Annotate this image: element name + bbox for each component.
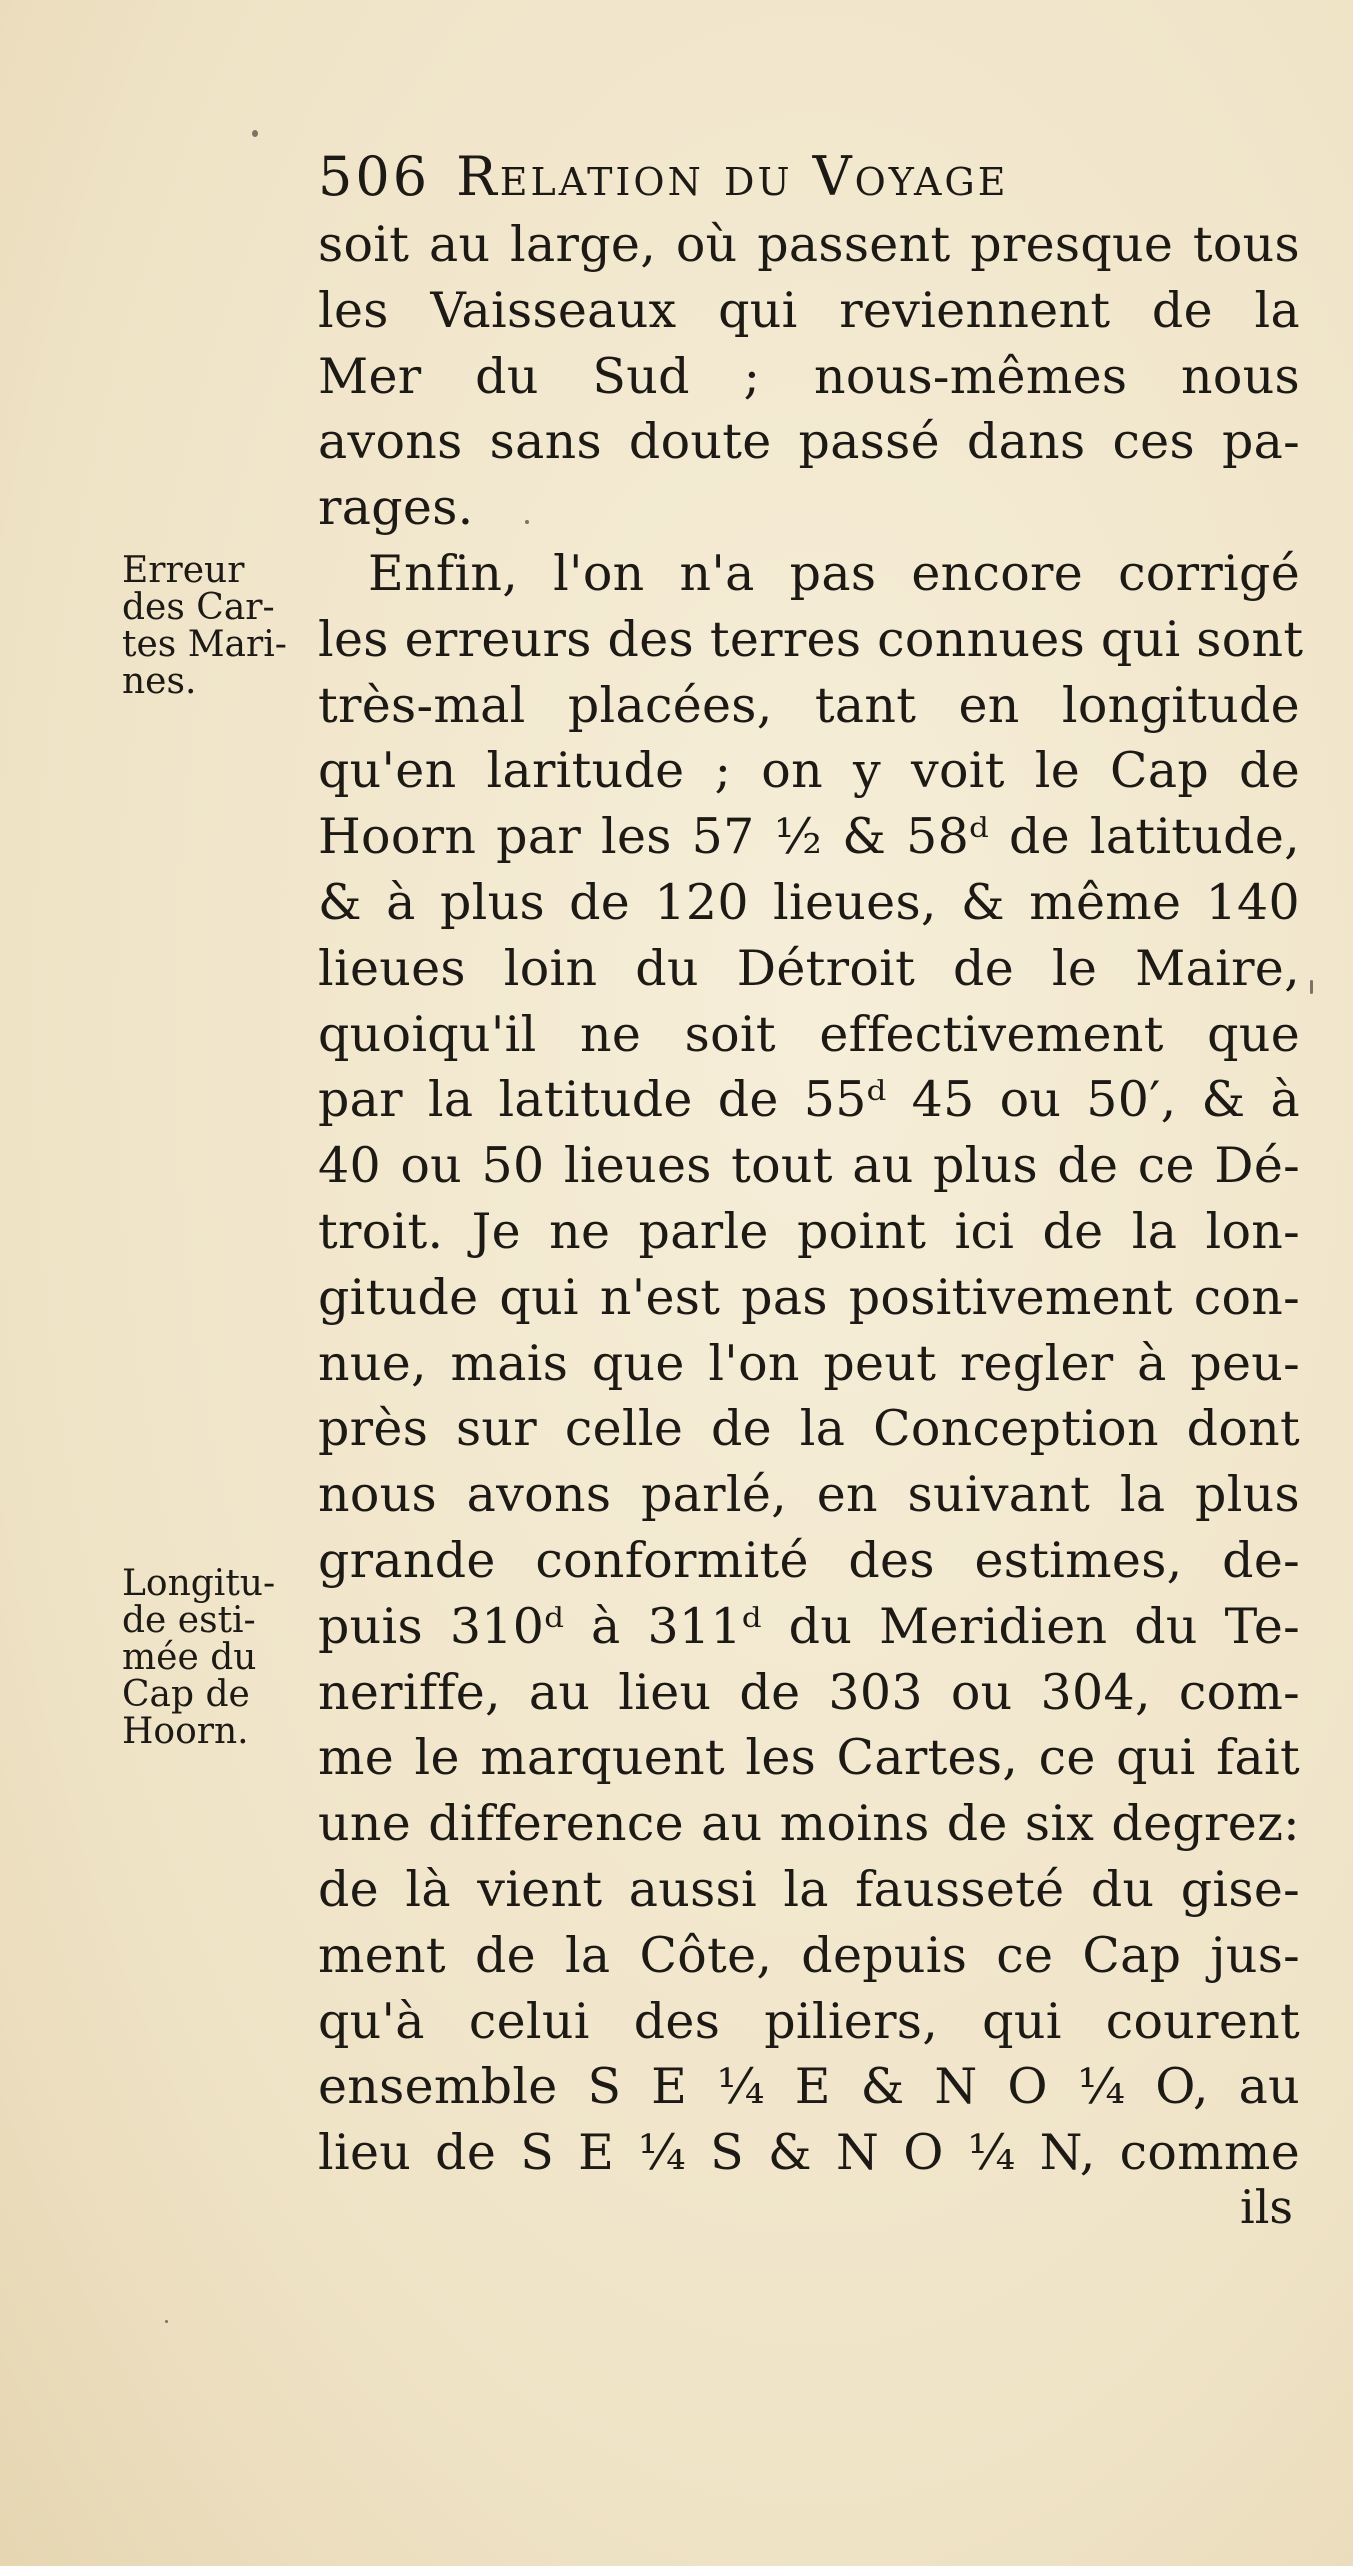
text-line: par la latitude de 55ᵈ 45 ou 50′, & à — [318, 1071, 1300, 1129]
margin-note-line: Erreur — [122, 550, 245, 591]
margin-note-line: Cap de — [122, 1674, 250, 1715]
margin-note-erreur — [122, 552, 287, 700]
text-line: troit. Je ne parle point ici de la lon- — [318, 1202, 1300, 1260]
body-text — [318, 212, 1304, 2186]
text-line: nous avons parlé, en suivant la plus — [318, 1466, 1300, 1524]
margin-note-line: des Car- — [122, 587, 275, 628]
margin-note-line: Longitu- — [122, 1563, 276, 1604]
paper-speck — [1310, 980, 1313, 994]
text-line: près sur celle de la Conception dont — [318, 1400, 1300, 1458]
text-line: neriffe, au lieu de 303 ou 304, com- — [318, 1663, 1300, 1721]
margin-note-longitude — [122, 1565, 275, 1750]
margin-note-line: mée du — [122, 1637, 257, 1678]
text-line: quoiqu'il ne soit effectivement que — [318, 1005, 1300, 1063]
text-line: les erreurs des terres connues qui sont — [318, 610, 1304, 668]
text-line: une difference au moins de six degrez: — [318, 1795, 1300, 1853]
text-line: gitude qui n'est pas positivement con- — [318, 1268, 1300, 1326]
margin-note-line: Hoorn. — [122, 1711, 249, 1752]
text-line: de là vient aussi la fausseté du gise- — [318, 1860, 1300, 1918]
text-line: nue, mais que l'on peut regler à peu- — [318, 1334, 1300, 1392]
text-line: rages. — [318, 479, 474, 537]
paper-speck — [252, 130, 258, 137]
text-line: avons sans doute passé dans ces pa- — [318, 413, 1300, 471]
text-line: Mer du Sud ; nous-mêmes nous — [318, 347, 1300, 405]
text-line: ensemble S E ¼ E & N O ¼ O, au — [318, 2058, 1300, 2116]
text-line: lieu de S E ¼ S & N O ¼ N, comme — [318, 2124, 1300, 2182]
paper-speck — [165, 2320, 168, 2323]
text-line: puis 310ᵈ à 311ᵈ du Meridien du Te- — [318, 1597, 1300, 1655]
running-title: Relation du Voyage — [456, 145, 1009, 208]
text-line: 40 ou 50 lieues tout au plus de ce Dé- — [318, 1137, 1300, 1195]
margin-note-line: nes. — [122, 661, 197, 702]
text-line: soit au large, où passent presque tous — [318, 216, 1300, 273]
text-line: Hoorn par les 57 ½ & 58ᵈ de latitude, — [318, 808, 1300, 866]
text-line: qu'à celui des piliers, qui courent — [318, 1992, 1300, 2050]
paper-speck — [525, 520, 529, 524]
page-number: 506 — [318, 145, 431, 208]
text-line: lieues loin du Détroit de le Maire, — [318, 939, 1300, 997]
text-line: les Vaisseaux qui reviennent de la — [318, 281, 1300, 339]
catchword: ils — [1240, 2180, 1294, 2234]
text-line: me le marquent les Cartes, ce qui fait — [318, 1729, 1300, 1787]
margin-note-line: de esti- — [122, 1600, 256, 1641]
text-line: qu'en laritude ; on y voit le Cap de — [318, 742, 1300, 800]
text-line: ment de la Côte, depuis ce Cap jus- — [318, 1926, 1300, 1984]
margin-note-line: tes Mari- — [122, 624, 287, 665]
text-line: & à plus de 120 lieues, & même 140 — [318, 873, 1300, 931]
text-line: grande conformité des estimes, de- — [318, 1531, 1300, 1589]
text-line: très-mal placées, tant en longitude — [318, 676, 1300, 734]
text-line: Enfin, l'on n'a pas encore corrigé — [368, 544, 1300, 602]
running-header — [318, 145, 1008, 208]
